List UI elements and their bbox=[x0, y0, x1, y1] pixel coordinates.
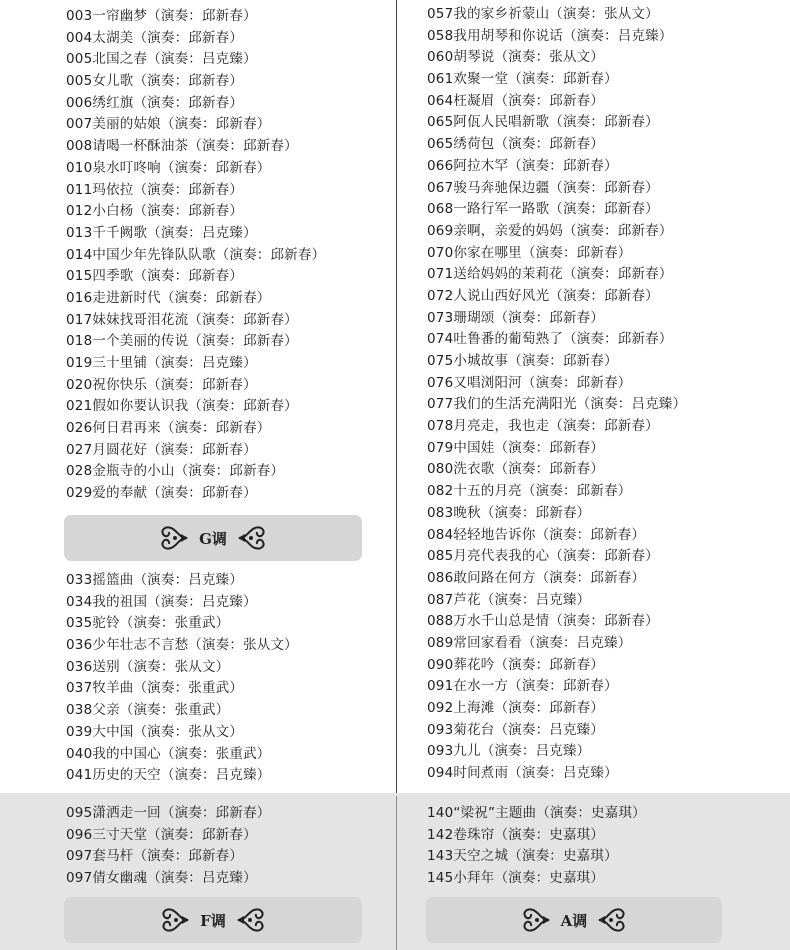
list-item: 019三十里铺（演奏：吕克臻） bbox=[66, 355, 257, 371]
list-item: 094时间煮雨（演奏：吕克臻） bbox=[427, 765, 618, 782]
list-item: 016走进新时代（演奏：邱新春） bbox=[66, 289, 271, 306]
bottom-left-song-list bbox=[66, 803, 270, 890]
list-item: 039大中国（演奏：张从文） bbox=[66, 723, 244, 740]
list-item: 065阿佤人民唱新歌（演奏：邱新春） bbox=[427, 114, 659, 131]
list-item: 077我们的生活充满阳光（演奏：吕克臻） bbox=[427, 396, 687, 413]
list-item: 003一帘幽梦（演奏：邱新春） bbox=[66, 8, 257, 24]
list-item: 013千千阙歌（演奏：吕克臻） bbox=[66, 224, 257, 241]
scroll-ornament-right-icon bbox=[235, 520, 269, 556]
list-item: 093菊花台（演奏：吕克臻） bbox=[427, 721, 605, 738]
right-song-list bbox=[427, 4, 686, 785]
list-item: 068一路行军一路歌（演奏：邱新春） bbox=[427, 201, 659, 218]
list-item: 034我的祖国（演奏：吕克臻） bbox=[66, 593, 257, 610]
list-item: 015四季歌（演奏：邱新春） bbox=[66, 268, 244, 285]
scroll-ornament-right-icon bbox=[234, 902, 268, 938]
list-item: 061欢聚一堂（演奏：邱新春） bbox=[427, 71, 618, 88]
list-item: 085月亮代表我的心（演奏：邱新春） bbox=[427, 548, 659, 565]
list-item: 058我用胡琴和你说话（演奏：吕克臻） bbox=[427, 27, 673, 44]
list-item: 072人说山西好风光（演奏：邱新春） bbox=[427, 287, 659, 304]
list-item: 086敢问路在何方（演奏：邱新春） bbox=[427, 569, 646, 586]
list-item: 097倩女幽魂（演奏：吕克臻） bbox=[66, 870, 257, 887]
scroll-ornament-left-icon bbox=[158, 902, 192, 938]
list-item: 076又唱浏阳河（演奏：邱新春） bbox=[427, 374, 632, 391]
list-item: 140“梁祝”主题曲（演奏：史嘉琪） bbox=[427, 805, 646, 821]
list-item: 145小拜年（演奏：史嘉琪） bbox=[427, 870, 605, 887]
list-item: 021假如你要认识我（演奏：邱新春） bbox=[66, 398, 298, 415]
list-item: 036少年壮志不言愁（演奏：张从文） bbox=[66, 637, 298, 654]
list-item: 142卷珠帘（演奏：史嘉琪） bbox=[427, 826, 605, 843]
list-item: 012小白杨（演奏：邱新春） bbox=[66, 203, 244, 220]
list-item: 029爱的奉献（演奏：邱新春） bbox=[66, 485, 257, 502]
list-item: 084轻轻地告诉你（演奏：邱新春） bbox=[427, 526, 646, 543]
list-item: 065绣荷包（演奏：邱新春） bbox=[427, 136, 605, 153]
list-item: 037牧羊曲（演奏：张重武） bbox=[66, 680, 244, 697]
bottom-column-divider bbox=[396, 796, 397, 950]
column-divider bbox=[396, 0, 397, 795]
scroll-ornament-left-icon bbox=[519, 902, 553, 938]
list-item: 090葬花吟（演奏：邱新春） bbox=[427, 656, 605, 673]
list-item: 074吐鲁番的葡萄熟了（演奏：邱新春） bbox=[427, 331, 673, 348]
list-item: 057我的家乡祈蒙山（演奏：张从文） bbox=[427, 6, 659, 22]
list-item: 070你家在哪里（演奏：邱新春） bbox=[427, 244, 632, 261]
list-item: 093九儿（演奏：吕克臻） bbox=[427, 743, 591, 760]
list-item: 067骏马奔驰保边疆（演奏：邱新春） bbox=[427, 179, 659, 196]
list-item: 088万水千山总是情（演奏：邱新春） bbox=[427, 613, 659, 630]
list-item: 071送给妈妈的茉莉花（演奏：邱新春） bbox=[427, 266, 673, 283]
f-key-label: F调 bbox=[200, 911, 226, 930]
list-item: 005北国之春（演奏：吕克臻） bbox=[66, 51, 257, 68]
scroll-ornament-left-icon bbox=[157, 520, 191, 556]
list-item: 083晚秋（演奏：邱新春） bbox=[427, 504, 591, 521]
list-item: 033摇篮曲（演奏：吕克臻） bbox=[66, 572, 244, 588]
list-item: 097套马杆（演奏：邱新春） bbox=[66, 848, 244, 865]
list-item: 028金瓶寺的小山（演奏：邱新春） bbox=[66, 463, 285, 480]
g-key-label: G调 bbox=[199, 529, 227, 548]
list-item: 087芦花（演奏：吕克臻） bbox=[427, 591, 591, 608]
list-item: 005女儿歌（演奏：邱新春） bbox=[66, 73, 244, 90]
scroll-ornament-right-icon bbox=[595, 902, 629, 938]
list-item: 008请喝一杯酥油茶（演奏：邱新春） bbox=[66, 138, 298, 155]
bottom-right-song-list bbox=[427, 803, 646, 890]
left-song-list bbox=[66, 6, 325, 505]
list-item: 017妹妹找哥泪花流（演奏：邱新春） bbox=[66, 311, 298, 328]
list-item: 006绣红旗（演奏：邱新春） bbox=[66, 94, 244, 111]
list-item: 020祝你快乐（演奏：邱新春） bbox=[66, 376, 257, 393]
list-item: 035驼铃（演奏：张重武） bbox=[66, 615, 230, 632]
list-item: 064枉凝眉（演奏：邱新春） bbox=[427, 92, 605, 109]
list-item: 027月圆花好（演奏：邱新春） bbox=[66, 441, 257, 458]
list-item: 018一个美丽的传说（演奏：邱新春） bbox=[66, 333, 298, 350]
g-key-song-list bbox=[66, 570, 298, 787]
list-item: 041历史的天空（演奏：吕克臻） bbox=[66, 767, 271, 784]
list-item: 073珊瑚颂（演奏：邱新春） bbox=[427, 309, 605, 326]
list-item: 096三寸天堂（演奏：邱新春） bbox=[66, 826, 257, 843]
a-key-banner bbox=[426, 897, 722, 943]
list-item: 038父亲（演奏：张重武） bbox=[66, 702, 230, 719]
list-item: 004太湖美（演奏：邱新春） bbox=[66, 29, 244, 46]
list-item: 092上海滩（演奏：邱新春） bbox=[427, 700, 605, 716]
list-item: 040我的中国心（演奏：张重武） bbox=[66, 745, 271, 762]
list-item: 010泉水叮咚响（演奏：邱新春） bbox=[66, 159, 271, 176]
list-item: 069亲啊，亲爱的妈妈（演奏：邱新春） bbox=[427, 222, 673, 239]
list-item: 089常回家看看（演奏：吕克臻） bbox=[427, 634, 632, 651]
f-key-banner bbox=[64, 897, 362, 943]
list-item: 026何日君再来（演奏：邱新春） bbox=[66, 420, 271, 437]
list-item: 060胡琴说（演奏：张从文） bbox=[427, 49, 605, 66]
list-item: 091在水一方（演奏：邱新春） bbox=[427, 678, 618, 695]
list-item: 066阿拉木罕（演奏：邱新春） bbox=[427, 157, 618, 174]
list-item: 078月亮走，我也走（演奏：邱新春） bbox=[427, 418, 659, 435]
list-item: 095潇洒走一回（演奏：邱新春） bbox=[66, 805, 271, 821]
g-key-banner bbox=[64, 515, 362, 561]
list-item: 075小城故事（演奏：邱新春） bbox=[427, 353, 618, 369]
list-item: 080洗衣歌（演奏：邱新春） bbox=[427, 461, 605, 478]
list-item: 007美丽的姑娘（演奏：邱新春） bbox=[66, 116, 271, 133]
list-item: 143天空之城（演奏：史嘉琪） bbox=[427, 848, 618, 865]
list-item: 014中国少年先锋队队歌（演奏：邱新春） bbox=[66, 246, 326, 263]
a-key-label: A调 bbox=[560, 911, 588, 930]
list-item: 011玛依拉（演奏：邱新春） bbox=[66, 181, 244, 198]
list-item: 036送别（演奏：张从文） bbox=[66, 658, 230, 675]
list-item: 082十五的月亮（演奏：邱新春） bbox=[427, 483, 632, 500]
list-item: 079中国娃（演奏：邱新春） bbox=[427, 439, 605, 456]
